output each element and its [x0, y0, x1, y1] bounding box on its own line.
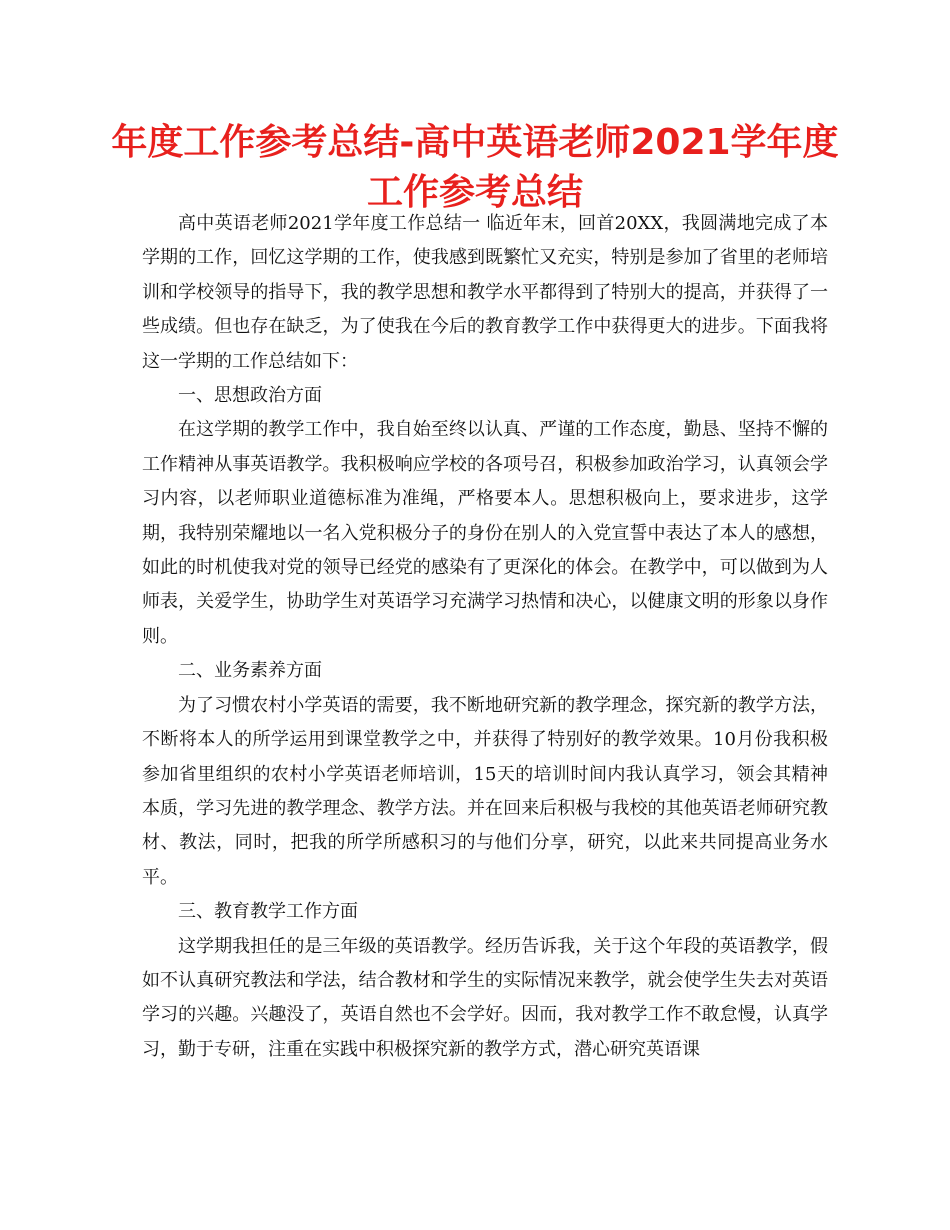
document-title: 年度工作参考总结-高中英语老师2021学年度工作参考总结 [111, 122, 839, 213]
section-heading-politics: 一、思想政治方面 [178, 385, 322, 407]
intro-paragraph [142, 207, 828, 379]
paragraph-politics: 在这学期的教学工作中，我自始至终以认真、严谨的工作态度，勤恳、坚持不懈的工作精神从事英语教学。我积极响应学校的各项号召，积极参加政治学习，认真领会学习内容，以老师职业道德标准为准绳，严格要本人。思想积极向上，要求进步，这学期，我特别荣耀地以一名入党积极分子的身份在别人的入党宣誓中表达了本人的感想，如此的时机使我对党的领导已经党的感染有了更深化的体会。在教学中，可以做到为人师表，关爱学生，协助学生对英语学习充满学习热情和决心，以健康文明的形象以身作则。 [142, 419, 828, 647]
section-heading-teaching: 三、教育教学工作方面 [178, 901, 358, 923]
intro-heading: 高中英语老师2021学年度工作总结一 [178, 213, 481, 234]
paragraph-professional: 为了习惯农村小学英语的需要，我不断地研究新的教学理念，探究新的教学方法，不断将本人的所学运用到课堂教学之中，并获得了特别好的教学效果。10月份我积极参加省里组织的农村小学英语老师培训，15天的培训时间内我认真学习，领会其精神本质，学习先进的教学理念、教学方法。并在回来后积极与我校的其他英语老师研究教材、教法，同时，把我的所学所感积习的与他们分享，研究，以此来共同提高业务水平。 [142, 694, 828, 888]
document-body [142, 207, 828, 1067]
intro-text: 临近年末，回首20XX，我圆满地完成了本学期的工作，回忆这学期的工作，使我感到既繁忙又充实，特别是参加了省里的老师培训和学校领导的指导下，我的教学思想和教学水平都得到了特别大的提高，并获得了一些成绩。但也存在缺乏，为了使我在今后的教育教学工作中获得更大的进步。下面我将这一学期的工作总结如下： [142, 213, 828, 372]
section-heading-professional: 二、业务素养方面 [178, 660, 322, 682]
paragraph-teaching: 这学期我担任的是三年级的英语教学。经历告诉我，关于这个年段的英语教学，假如不认真研究教法和学法，结合教材和学生的实际情况来教学，就会使学生失去对英语学习的兴趣。兴趣没了，英语自然也不会学好。因而，我对教学工作不敢怠慢，认真学习，勤于专研，注重在实践中积极探究新的教学方式，潜心研究英语课 [142, 935, 828, 1060]
